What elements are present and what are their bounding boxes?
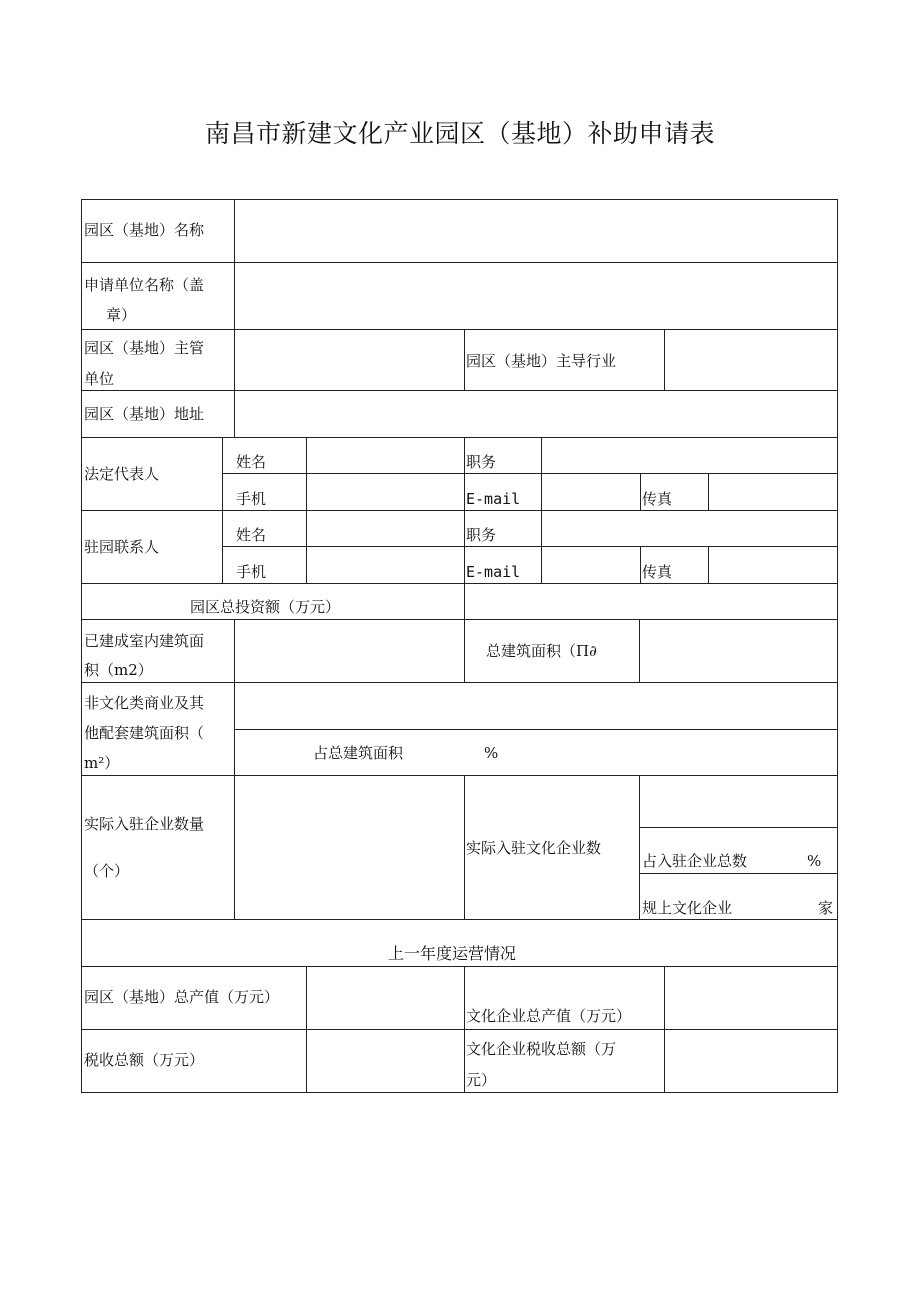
grid-line <box>464 775 465 920</box>
culture-enterprise-count-field[interactable] <box>640 776 837 827</box>
label-contact: 驻园联系人 <box>84 538 160 556</box>
label-total-area: 总建筑面积（Π∂ <box>486 642 597 660</box>
label-legal-rep-name: 姓名 <box>236 453 267 471</box>
label-tax-total: 税收总额（万元） <box>84 1051 205 1069</box>
legal-rep-email-field[interactable] <box>542 474 640 510</box>
label-legal-rep-fax: 传真 <box>642 490 673 508</box>
label-enterprise-count-unit: （个） <box>84 862 130 880</box>
label-non-culture-area: 非文化类商业及其 <box>84 694 205 712</box>
label-contact-email: E-mail <box>466 563 521 581</box>
label-enterprise-count: 实际入驻企业数量 <box>84 815 205 833</box>
leading-industry-field[interactable] <box>665 330 837 390</box>
total-area-field[interactable] <box>640 620 837 682</box>
grid-line <box>639 827 838 828</box>
legal-rep-mobile-field[interactable] <box>307 474 464 510</box>
label-indoor-area-cont: 积（m2） <box>84 661 153 679</box>
contact-mobile-field[interactable] <box>307 547 464 583</box>
label-legal-rep-email: E-mail <box>466 490 521 508</box>
grid-line <box>837 199 838 1093</box>
legal-rep-position-field[interactable] <box>542 438 837 473</box>
grid-line <box>464 619 465 683</box>
park-name-field[interactable] <box>235 200 837 262</box>
grid-line <box>234 729 838 730</box>
grid-line <box>640 546 641 584</box>
label-address: 园区（基地）地址 <box>84 405 205 423</box>
label-leading-industry: 园区（基地）主导行业 <box>466 352 617 370</box>
grid-line <box>222 437 223 584</box>
label-culture-tax-cont: 元） <box>466 1071 497 1089</box>
culture-tax-field[interactable] <box>665 1030 837 1092</box>
label-share-of-enterprises-percent: % <box>807 852 822 870</box>
contact-email-field[interactable] <box>542 547 640 583</box>
label-share-of-area: 占总建筑面积 <box>313 744 404 762</box>
legal-rep-name-field[interactable] <box>307 438 464 473</box>
label-supervisor-cont: 单位 <box>84 370 115 388</box>
label-share-of-enterprises: 占入驻企业总数 <box>642 852 748 870</box>
page-title: 南昌市新建文化产业园区（基地）补助申请表 <box>204 119 715 148</box>
label-above-scale-unit: 家 <box>818 899 834 917</box>
culture-output-field[interactable] <box>665 967 837 1029</box>
grid-line <box>81 199 82 1093</box>
label-applicant-cont: 章） <box>106 306 137 324</box>
contact-name-field[interactable] <box>307 511 464 546</box>
label-non-culture-area-unit: m²） <box>84 754 120 772</box>
section-heading-prev-year: 上一年度运营情况 <box>388 944 517 963</box>
contact-position-field[interactable] <box>542 511 837 546</box>
contact-fax-field[interactable] <box>709 547 837 583</box>
total-investment-field[interactable] <box>465 584 837 619</box>
label-park-output: 园区（基地）总产值（万元） <box>84 988 280 1006</box>
grid-line <box>464 437 465 584</box>
label-legal-rep-position: 职务 <box>466 453 497 471</box>
label-contact-name: 姓名 <box>236 526 267 544</box>
label-contact-position: 职务 <box>466 526 497 544</box>
label-park-name: 园区（基地）名称 <box>84 221 205 239</box>
label-total-investment: 园区总投资额（万元） <box>190 598 341 616</box>
label-culture-tax: 文化企业税收总额（万 <box>466 1040 617 1058</box>
grid-line <box>640 473 641 511</box>
legal-rep-fax-field[interactable] <box>709 474 837 510</box>
label-legal-rep-mobile: 手机 <box>236 490 267 508</box>
indoor-area-field[interactable] <box>235 620 464 682</box>
label-share-of-area-percent: % <box>484 744 499 762</box>
label-supervisor: 园区（基地）主管 <box>84 339 205 357</box>
label-non-culture-area-cont: 他配套建筑面积（ <box>84 724 205 742</box>
tax-total-field[interactable] <box>307 1030 464 1092</box>
park-output-field[interactable] <box>307 967 464 1029</box>
non-culture-area-field[interactable] <box>235 683 837 729</box>
label-applicant: 申请单位名称（盖 <box>84 276 205 294</box>
label-above-scale: 规上文化企业 <box>642 899 733 917</box>
applicant-name-field[interactable] <box>235 263 837 329</box>
supervisor-field[interactable] <box>235 330 464 390</box>
label-culture-enterprise-count: 实际入驻文化企业数 <box>466 839 602 857</box>
grid-line <box>81 1092 838 1093</box>
label-contact-mobile: 手机 <box>236 563 267 581</box>
label-culture-output: 文化企业总产值（万元） <box>466 1007 632 1025</box>
address-field[interactable] <box>235 391 837 437</box>
label-contact-fax: 传真 <box>642 563 673 581</box>
label-indoor-area: 已建成室内建筑面 <box>84 632 205 650</box>
grid-line <box>464 966 465 1093</box>
grid-line <box>464 329 465 391</box>
enterprise-count-field[interactable] <box>235 776 464 919</box>
label-legal-rep: 法定代表人 <box>84 465 160 483</box>
